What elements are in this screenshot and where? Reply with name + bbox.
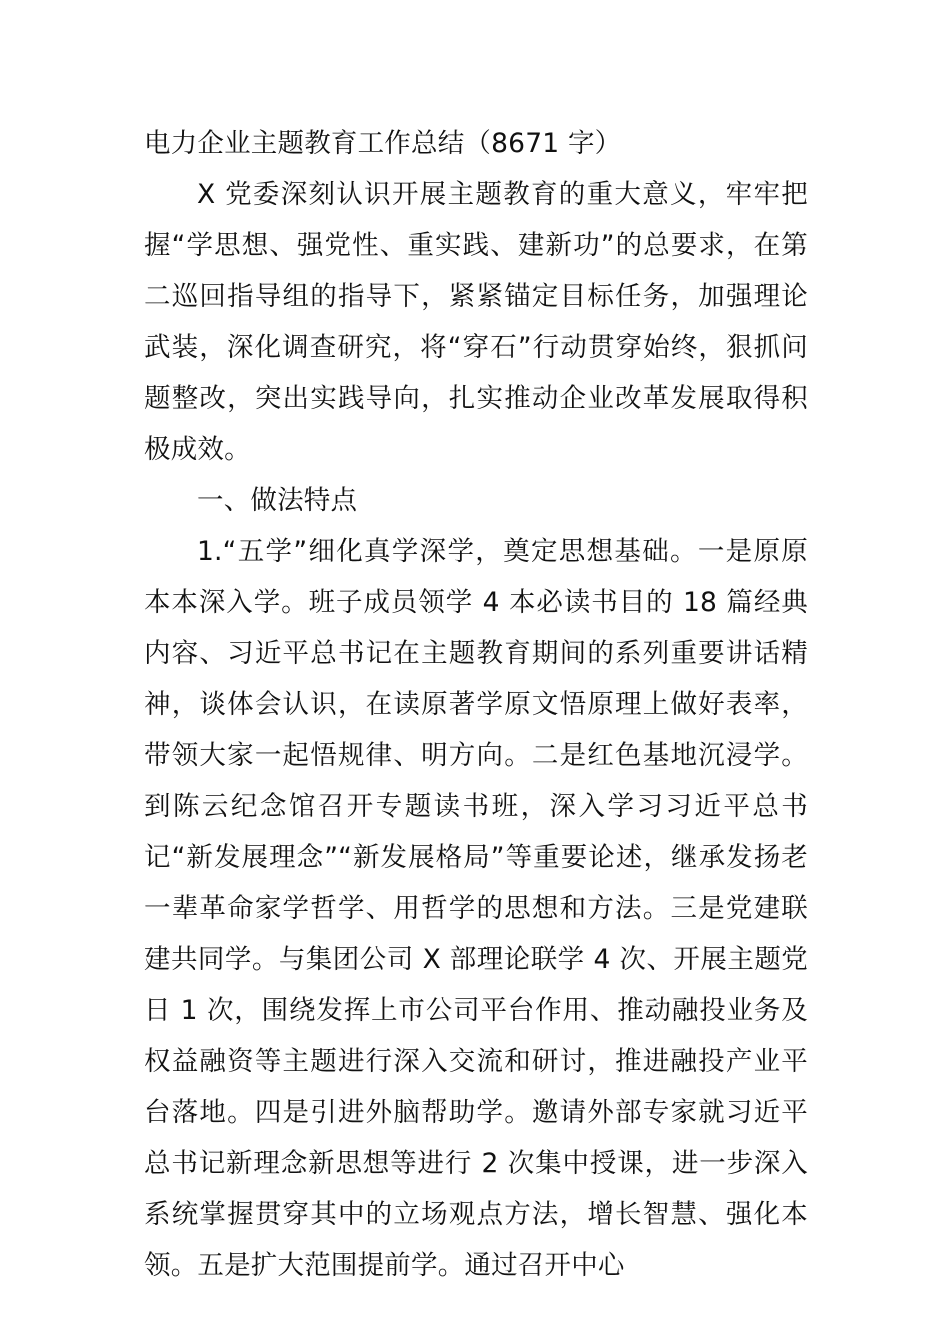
paragraph-intro: X 党委深刻认识开展主题教育的重大意义，牢牢把握“学思想、强党性、重实践、建新功”的总要求，在第二巡回指导组的指导下，紧紧锚定目标任务，加强理论武装，深化调查研究，将“穿石”行动贯穿始终，狠抓问题整改，突出实践导向，扎实推动企业改革发展取得积极成效。 bbox=[144, 179, 808, 465]
document-body bbox=[144, 118, 808, 1291]
paragraph-five-studies: 1.“五学”细化真学深学，奠定思想基础。一是原原本本深入学。班子成员领学 4 本必读书目的 18 篇经典内容、习近平总书记在主题教育期间的系列重要讲话精神，谈体会认识，在读原著学原文悟原理上做好表率，带领大家一起悟规律、明方向。二是红色基地沉浸学。到陈云纪念馆召开专题读书班，深入学习习近平总书记“新发展理念”“新发展格局”等重要论述，继承发扬老一辈革命家学哲学、用哲学的思想和方法。三是党建联建共同学。与集团公司 X 部理论联学 4 次、开展主题党日 1 次，围绕发挥上市公司平台作用、推动融投业务及权益融资等主题进行深入交流和研讨，推进融投产业平台落地。四是引进外脑帮助学。邀请外部专家就习近平总书记新理念新思想等进行 2 次集中授课，进一步深入系统掌握贯穿其中的立场观点方法，增长智慧、强化本领。五是扩大范围提前学。通过召开中心 bbox=[144, 536, 808, 1281]
document-title: 电力企业主题教育工作总结（8671 字） bbox=[144, 128, 622, 159]
section-heading-practices: 一、做法特点 bbox=[197, 485, 358, 516]
